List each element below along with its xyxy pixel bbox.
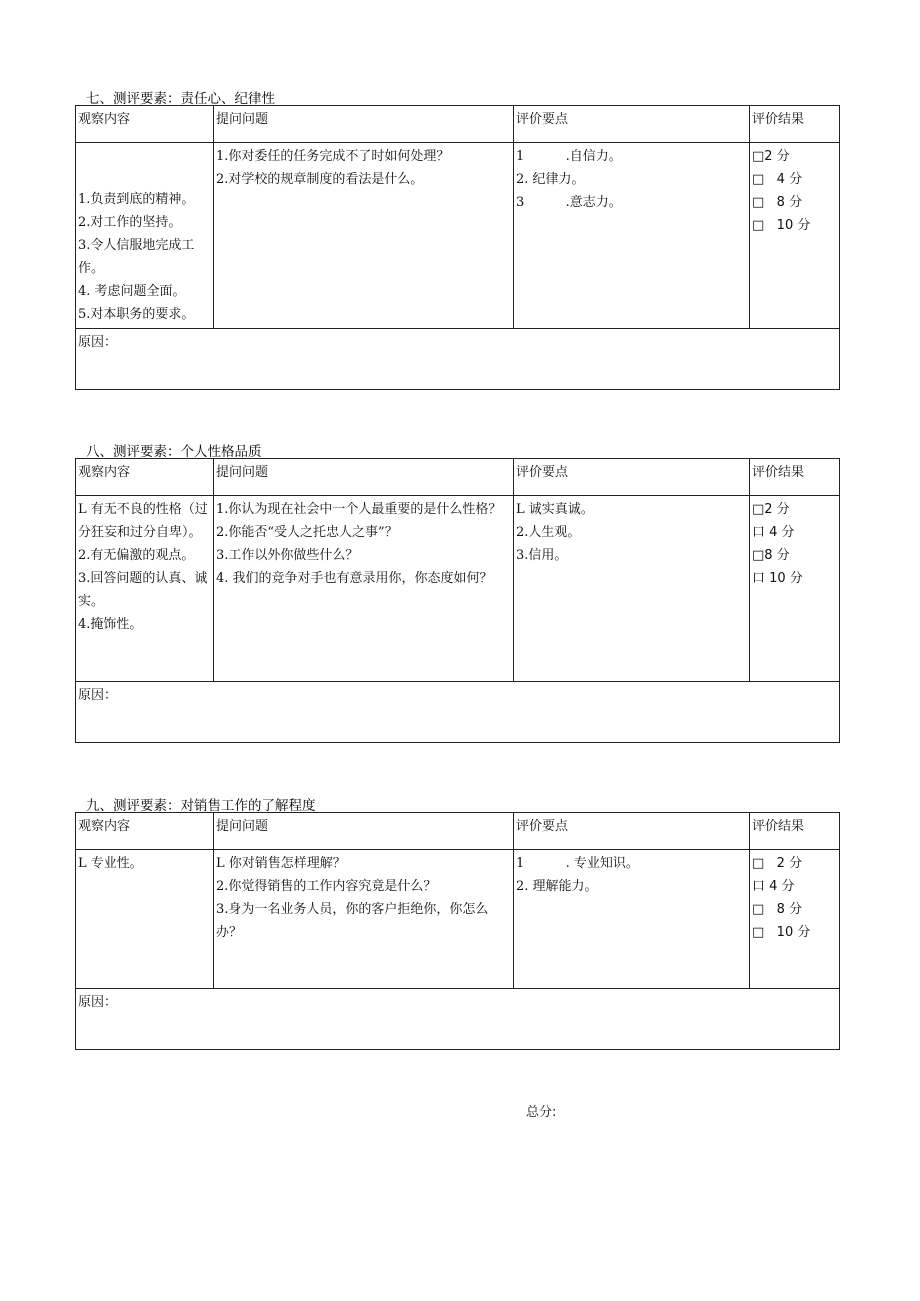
header-key-points: 评价要点	[514, 459, 750, 496]
observation-cell	[76, 850, 214, 989]
total-score-label: 总分:	[526, 1105, 557, 1120]
question-item: 3.工作以外你做些什么？	[216, 548, 359, 563]
question-item: 2.你觉得销售的工作内容究竟是什么？	[216, 879, 437, 894]
key-point-item: 2. 纪律力。	[516, 172, 585, 187]
observation-item: L 有无不良的性格（过分狂妄和过分自卑）。	[78, 502, 208, 540]
header-result: 评价结果	[750, 813, 840, 850]
reason-row	[76, 989, 840, 1050]
score-option[interactable]: □ 2 分	[752, 856, 803, 871]
table-header-row	[76, 106, 840, 143]
key-points-cell	[514, 496, 750, 682]
evaluation-table-9	[75, 812, 840, 1050]
observation-item: 1.负责到底的精神。	[78, 192, 195, 207]
questions-cell	[214, 850, 514, 989]
observation-item: 3.令人信服地完成工作。	[78, 238, 195, 276]
observation-item: 2.有无偏激的观点。	[78, 548, 195, 563]
header-questions: 提问问题	[214, 459, 514, 496]
table-body-row	[76, 143, 840, 329]
observation-cell	[76, 143, 214, 329]
key-point-item: 3.信用。	[516, 548, 568, 563]
header-result: 评价结果	[750, 106, 840, 143]
key-point-item: 2. 理解能力。	[516, 879, 598, 894]
header-observation: 观察内容	[76, 813, 214, 850]
question-item: 2.你能否“受人之托忠人之事”？	[216, 525, 398, 540]
score-option[interactable]: □2 分	[752, 502, 790, 517]
score-option[interactable]: □8 分	[752, 548, 790, 563]
score-cell	[750, 850, 840, 989]
observation-item: 3.回答问题的认真、诚实。	[78, 571, 208, 609]
score-option[interactable]: 口 4 分	[752, 525, 795, 540]
header-key-points: 评价要点	[514, 813, 750, 850]
key-point-item: L 诚实真诚。	[516, 502, 594, 517]
reason-label: 原因：	[78, 335, 118, 350]
question-item: L 你对销售怎样理解？	[216, 856, 346, 871]
key-points-cell	[514, 143, 750, 329]
question-item: 4. 我们的竞争对手也有意录用你，你态度如何？	[216, 571, 493, 586]
question-item: 3.身为一名业务人员，你的客户拒绝你，你怎么办？	[216, 902, 489, 940]
header-questions: 提问问题	[214, 106, 514, 143]
reason-cell[interactable]	[76, 682, 840, 743]
table-header-row	[76, 813, 840, 850]
observation-item: L 专业性。	[78, 856, 143, 871]
table-body-row	[76, 496, 840, 682]
section-title-9: 九、测评要素：对销售工作的了解程度	[86, 798, 316, 814]
observation-item: 4. 考虑问题全面。	[78, 284, 186, 299]
reason-label: 原因：	[78, 688, 118, 703]
observation-item: 2.对工作的坚持。	[78, 215, 182, 230]
reason-cell[interactable]	[76, 989, 840, 1050]
evaluation-table-7	[75, 105, 840, 390]
score-option[interactable]: 口 10 分	[752, 571, 803, 586]
score-option[interactable]: □ 10 分	[752, 925, 811, 940]
question-item: 2.对学校的规章制度的看法是什么。	[216, 172, 424, 187]
key-points-cell	[514, 850, 750, 989]
score-option[interactable]: □ 8 分	[752, 195, 803, 210]
reason-row	[76, 329, 840, 390]
reason-row	[76, 682, 840, 743]
observation-cell	[76, 496, 214, 682]
header-observation: 观察内容	[76, 106, 214, 143]
score-cell	[750, 496, 840, 682]
section-title-8: 八、测评要素：个人性格品质	[86, 444, 262, 460]
score-option[interactable]: □2 分	[752, 149, 790, 164]
question-item: 1.你认为现在社会中一个人最重要的是什么性格？	[216, 502, 502, 517]
table-header-row	[76, 459, 840, 496]
key-point-item: 1 . 专业知识。	[516, 856, 639, 871]
observation-item: 4.掩饰性。	[78, 617, 143, 632]
key-point-item: 3 .意志力。	[516, 195, 622, 210]
header-result: 评价结果	[750, 459, 840, 496]
questions-cell	[214, 496, 514, 682]
header-observation: 观察内容	[76, 459, 214, 496]
score-cell	[750, 143, 840, 329]
key-point-item: 2.人生观。	[516, 525, 581, 540]
questions-cell	[214, 143, 514, 329]
evaluation-table-8	[75, 458, 840, 743]
header-questions: 提问问题	[214, 813, 514, 850]
header-key-points: 评价要点	[514, 106, 750, 143]
question-item: 1.你对委任的任务完成不了时如何处理？	[216, 149, 450, 164]
score-option[interactable]: □ 4 分	[752, 172, 803, 187]
reason-cell[interactable]	[76, 329, 840, 390]
reason-label: 原因：	[78, 995, 118, 1010]
key-point-item: 1 .自信力。	[516, 149, 622, 164]
section-title-7: 七、测评要素：责任心、纪律性	[86, 91, 275, 107]
score-option[interactable]: □ 10 分	[752, 218, 811, 233]
score-option[interactable]: 口 4 分	[752, 879, 795, 894]
score-option[interactable]: □ 8 分	[752, 902, 803, 917]
observation-item: 5.对本职务的要求。	[78, 307, 195, 322]
table-body-row	[76, 850, 840, 989]
